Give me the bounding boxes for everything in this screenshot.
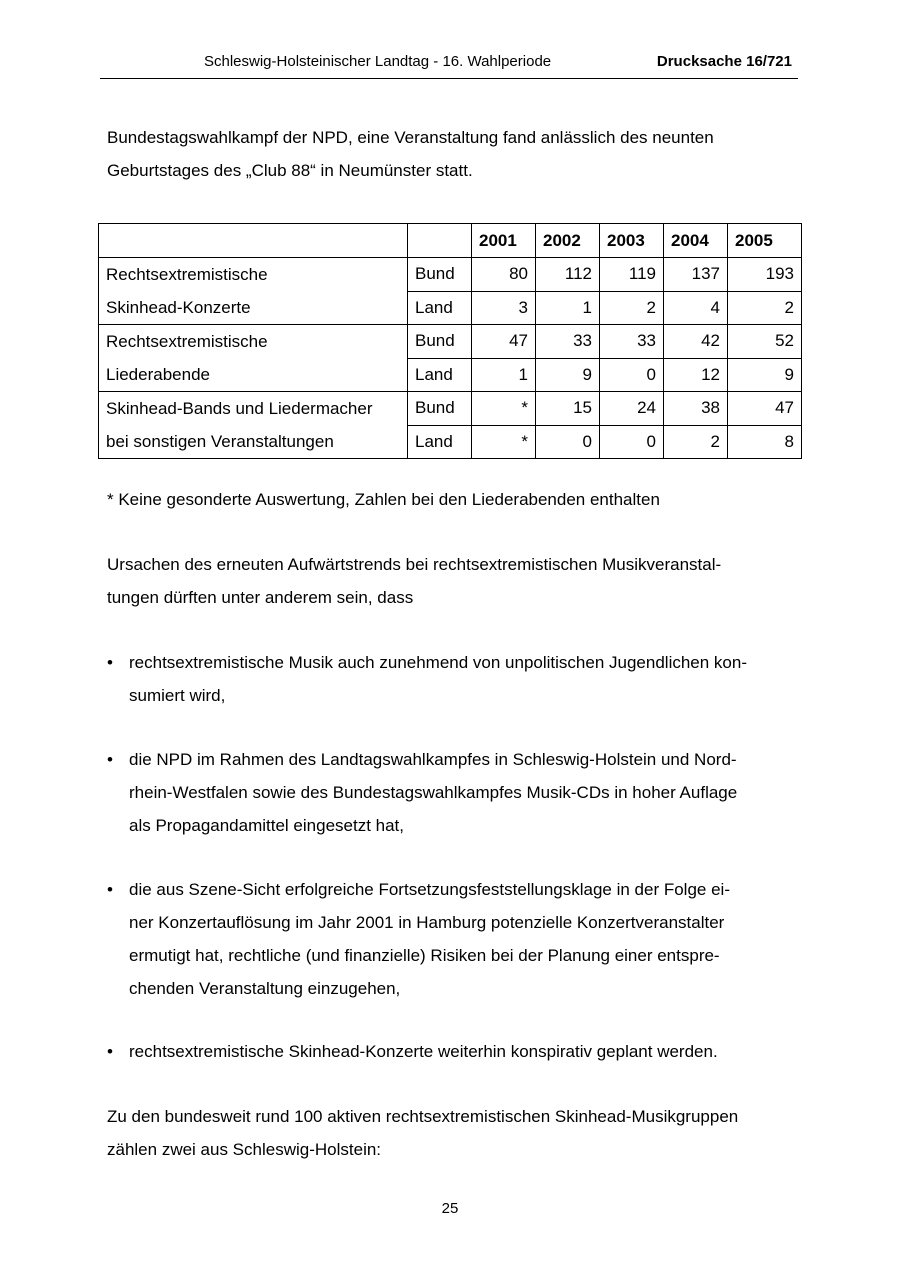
table-cell: 8 [728,425,802,459]
header-title: Schleswig-Holsteinischer Landtag - 16. Wahlperiode [204,53,552,70]
list-item-line: chenden Veranstaltung einzugehen, [129,979,401,998]
page-number: 25 [441,1200,459,1217]
header-year: 2004 [664,224,728,258]
row-level: Land [408,425,472,459]
closing-line-1: Zu den bundesweit rund 100 aktiven rechtsextremistischen Skinhead-Musikgruppen [107,1107,739,1126]
header-year: 2001 [472,224,536,258]
row-level: Land [408,358,472,392]
table-cell: 119 [600,258,664,292]
header-doc-number: Drucksache 16/721 [656,53,792,70]
table-row [99,258,802,292]
closing-paragraph [107,1100,797,1166]
row-label-line: bei sonstigen Veranstaltungen [106,432,334,451]
table-cell: 1 [536,291,600,325]
list-item-line: als Propagandamittel eingesetzt hat, [129,816,405,835]
row-label-line: Rechtsextremistische [106,332,268,351]
table-cell: 0 [536,425,600,459]
list-item-text [129,743,797,842]
row-label [99,258,408,325]
table-cell: 9 [728,358,802,392]
table-footnote: * Keine gesonderte Auswertung, Zahlen bei den Liederabenden enthalten [107,490,660,509]
table-cell: 38 [664,392,728,426]
row-level: Bund [408,392,472,426]
table-cell: 47 [728,392,802,426]
header-year: 2005 [728,224,802,258]
header-year: 2002 [536,224,600,258]
closing-line-2: zählen zwei aus Schleswig-Holstein: [107,1140,382,1159]
list-item-line: die aus Szene-Sicht erfolgreiche Fortsetzungsfeststellungsklage in der Folge ei- [129,880,730,899]
row-label-line: Skinhead-Bands und Liedermacher [106,399,373,418]
row-label-line: Liederabende [106,365,210,384]
bullet-icon: • [107,653,113,672]
music-events-table [98,223,802,459]
row-level: Bund [408,258,472,292]
table-cell: 0 [600,358,664,392]
list-item-line: rechtsextremistische Skinhead-Konzerte weiterhin konspirativ geplant werden. [129,1042,718,1061]
table-cell: 42 [664,325,728,359]
causes-line-1: Ursachen des erneuten Aufwärtstrends bei rechtsextremistischen Musikveranstal- [107,555,722,574]
header-empty-level [408,224,472,258]
table-cell: 80 [472,258,536,292]
row-label-line: Skinhead-Konzerte [106,298,251,317]
table-cell: * [472,392,536,426]
row-level: Bund [408,325,472,359]
list-item-text [129,873,797,1005]
intro-line-2: Geburtstages des „Club 88“ in Neumünster statt. [107,161,473,180]
intro-line-1: Bundestagswahlkampf der NPD, eine Veranstaltung fand anlässlich des neunten [107,128,714,147]
list-item-line: die NPD im Rahmen des Landtagswahlkampfes in Schleswig-Holstein und Nord- [129,750,737,769]
header-empty-label [99,224,408,258]
table-cell: 4 [664,291,728,325]
table-cell: 0 [600,425,664,459]
bullet-icon: • [107,880,113,899]
list-item-text [129,646,797,712]
table-cell: 15 [536,392,600,426]
row-label-line: Rechtsextremistische [106,265,268,284]
row-label [99,325,408,392]
table-cell: 47 [472,325,536,359]
table-row [99,325,802,359]
table-cell: * [472,425,536,459]
list-item-line: rechtsextremistische Musik auch zunehmend von unpolitischen Jugendlichen kon- [129,653,748,672]
table-cell: 3 [472,291,536,325]
table-cell: 193 [728,258,802,292]
table-cell: 33 [600,325,664,359]
table-cell: 24 [600,392,664,426]
table-cell: 112 [536,258,600,292]
list-item-line: rhein-Westfalen sowie des Bundestagswahlkampfes Musik-CDs in hoher Auflage [129,783,738,802]
table-cell: 2 [664,425,728,459]
table-cell: 1 [472,358,536,392]
list-item-line: ermutigt hat, rechtliche (und finanzielle) Risiken bei der Planung einer entspre- [129,946,720,965]
intro-paragraph [107,121,797,187]
causes-paragraph [107,548,797,614]
list-item-line: ner Konzertauflösung im Jahr 2001 in Hamburg potenzielle Konzertveranstalter [129,913,725,932]
header-year: 2003 [600,224,664,258]
bullet-icon: • [107,1042,113,1061]
table-row [99,392,802,426]
table-cell: 137 [664,258,728,292]
table-cell: 12 [664,358,728,392]
table-header-row [99,224,802,258]
table-cell: 9 [536,358,600,392]
table-cell: 2 [728,291,802,325]
list-item-text [129,1035,797,1068]
list-item-line: sumiert wird, [129,686,226,705]
table-cell: 33 [536,325,600,359]
row-level: Land [408,291,472,325]
table-cell: 52 [728,325,802,359]
table-cell: 2 [600,291,664,325]
row-label [99,392,408,459]
bullet-icon: • [107,750,113,769]
causes-line-2: tungen dürften unter anderem sein, dass [107,588,414,607]
page-header [100,52,798,79]
